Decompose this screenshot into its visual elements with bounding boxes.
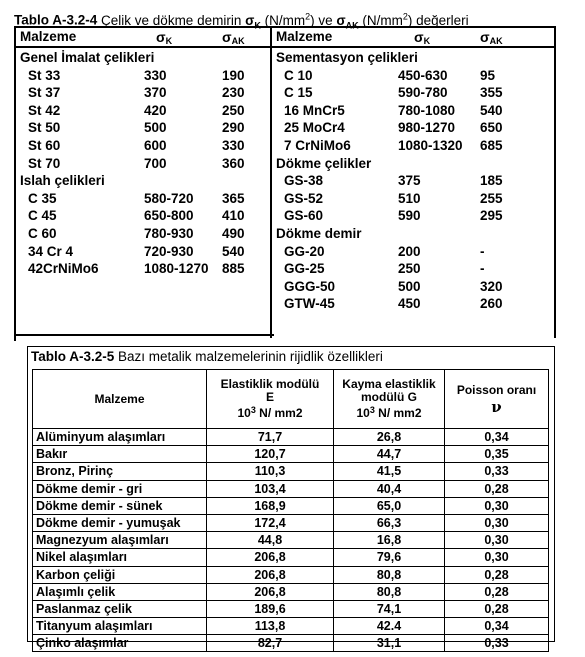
- elastic-modulus-cell: 189,6: [207, 600, 334, 617]
- shear-modulus-cell: 65,0: [334, 497, 445, 514]
- right-row-sigma-ak: 355: [480, 85, 503, 101]
- right-row-sigma-k: 980-1270: [398, 120, 456, 136]
- table2-header-row: [33, 370, 549, 429]
- table-row: [33, 566, 549, 583]
- table2-header-elastic-modulus: Elastiklik modülü E $10^3$ N/ mm2: [207, 370, 334, 429]
- elastic-modulus-cell: 206,8: [207, 566, 334, 583]
- table1-header-sigma-ak-right: $\sigma_{AK}$: [480, 29, 503, 46]
- right-row-material: GS-38: [284, 173, 324, 189]
- table2-caption-number: Tablo A-3.2-5: [31, 349, 115, 364]
- right-section-heading: Dökme çelikler: [276, 155, 372, 171]
- table2-body: [33, 429, 549, 652]
- left-section-heading: Genel İmalat çelikleri: [20, 50, 155, 65]
- left-row-sigma-k: 600: [144, 138, 167, 153]
- poisson-cell: 0,30: [445, 497, 549, 514]
- left-row-material: St 42: [28, 102, 61, 118]
- left-row-material: St 70: [28, 155, 61, 171]
- right-row-sigma-k: 200: [398, 243, 421, 259]
- elastic-modulus-cell: 206,8: [207, 583, 334, 600]
- poisson-cell: 0,30: [445, 514, 549, 531]
- table1-header-sigma-k-right: $\sigma_K$: [414, 29, 431, 46]
- left-row-material: C 60: [28, 226, 57, 241]
- material-cell: Alaşımlı çelik: [33, 583, 207, 600]
- left-row-sigma-k: 720-930: [144, 243, 194, 259]
- table1-caption: [14, 6, 556, 31]
- table-row: [33, 514, 549, 531]
- table-row: [33, 618, 549, 635]
- elastic-modulus-cell: 110,3: [207, 463, 334, 480]
- shear-modulus-cell: 40,4: [334, 480, 445, 497]
- table2-grid: [32, 369, 549, 652]
- right-row-sigma-k: 590-780: [398, 85, 448, 101]
- table-row: [33, 549, 549, 566]
- right-row-sigma-ak: 185: [480, 173, 503, 189]
- elastic-modulus-cell: 82,7: [207, 635, 334, 652]
- table2-caption: [31, 349, 383, 364]
- right-row-sigma-ak: 95: [480, 67, 496, 83]
- poisson-symbol: ν: [491, 398, 502, 416]
- table1-header-material-left: Malzeme: [20, 29, 77, 44]
- poisson-cell: 0,33: [445, 463, 549, 480]
- right-row-sigma-ak: -: [480, 243, 485, 259]
- right-row-sigma-ak: 260: [480, 296, 503, 312]
- table-row: [33, 463, 549, 480]
- right-row-material: 25 MoCr4: [284, 120, 345, 136]
- table1-frame: [14, 26, 556, 338]
- table1-header-sigma-k-left: $\sigma_K$: [156, 29, 173, 46]
- right-row-sigma-ak: 685: [480, 138, 503, 153]
- right-section-heading: Sementasyon çelikleri: [276, 50, 418, 65]
- poisson-cell: 0,30: [445, 549, 549, 566]
- left-row-sigma-ak: 490: [222, 226, 245, 241]
- left-row-material: St 50: [28, 120, 61, 136]
- right-row-sigma-k: 590: [398, 208, 421, 224]
- table-strength-values: [14, 6, 556, 338]
- left-row-sigma-ak: 360: [222, 155, 245, 171]
- table2-header-shear-modulus: Kayma elastiklik modülü G $10^3$ N/ mm2: [334, 370, 445, 429]
- right-row-sigma-ak: -: [480, 261, 485, 277]
- table1-bottom-rule: [16, 334, 274, 336]
- material-cell: Nikel alaşımları: [33, 549, 207, 566]
- right-row-sigma-k: 375: [398, 173, 421, 189]
- shear-modulus-cell: 42.4: [334, 618, 445, 635]
- right-row-sigma-k: 450: [398, 296, 421, 312]
- material-cell: Dökme demir - gri: [33, 480, 207, 497]
- right-row-material: GS-60: [284, 208, 324, 224]
- right-row-sigma-ak: 540: [480, 102, 503, 118]
- right-row-material: GGG-50: [284, 278, 336, 294]
- table2-header-poisson: Poisson oranı ν: [445, 370, 549, 429]
- right-row-material: C 15: [284, 85, 313, 101]
- right-row-material: GS-52: [284, 190, 324, 206]
- left-row-sigma-ak: 410: [222, 208, 245, 224]
- table-row: [33, 497, 549, 514]
- left-row-sigma-ak: 190: [222, 67, 245, 83]
- table-row: [33, 600, 549, 617]
- poisson-cell: 0,35: [445, 446, 549, 463]
- right-row-material: 16 MnCr5: [284, 102, 345, 118]
- left-row-sigma-ak: 290: [222, 120, 245, 136]
- left-row-sigma-ak: 365: [222, 190, 245, 206]
- left-row-sigma-k: 330: [144, 67, 167, 83]
- poisson-cell: 0,28: [445, 600, 549, 617]
- table-row: [33, 480, 549, 497]
- left-row-material: St 60: [28, 138, 61, 153]
- left-row-sigma-k: 1080-1270: [144, 261, 209, 277]
- poisson-cell: 0,34: [445, 429, 549, 446]
- left-row-sigma-k: 370: [144, 85, 167, 101]
- right-row-sigma-k: 1080-1320: [398, 138, 463, 153]
- left-row-sigma-ak: 885: [222, 261, 245, 277]
- table1-caption-text: Çelik ve dökme demirin $\sigma_K$ $(N/mm^2)$ ve $\sigma_{AK}$ $(N/mm^2)$ değerleri: [101, 11, 469, 31]
- right-row-sigma-k: 500: [398, 278, 421, 294]
- elastic-modulus-cell: 44,8: [207, 532, 334, 549]
- shear-modulus-cell: 26,8: [334, 429, 445, 446]
- left-row-sigma-k: 700: [144, 155, 167, 171]
- shear-modulus-cell: 79,6: [334, 549, 445, 566]
- shear-modulus-cell: 74,1: [334, 600, 445, 617]
- table1-header-material-right: Malzeme: [276, 29, 333, 44]
- left-row-material: 34 Cr 4: [28, 243, 74, 259]
- table-row: [33, 583, 549, 600]
- shear-modulus-cell: 66,3: [334, 514, 445, 531]
- left-row-sigma-ak: 330: [222, 138, 245, 153]
- right-row-sigma-ak: 295: [480, 208, 503, 224]
- right-row-sigma-k: 450-630: [398, 67, 448, 83]
- material-cell: Dökme demir - sünek: [33, 497, 207, 514]
- right-row-material: C 10: [284, 67, 313, 83]
- table1-header-sigma-ak-left: $\sigma_{AK}$: [222, 29, 245, 46]
- table-row: [33, 532, 549, 549]
- elastic-modulus-cell: 206,8: [207, 549, 334, 566]
- shear-modulus-cell: 80,8: [334, 566, 445, 583]
- left-row-sigma-ak: 540: [222, 243, 245, 259]
- right-row-sigma-k: 510: [398, 190, 421, 206]
- left-row-material: C 45: [28, 208, 57, 224]
- shear-modulus-cell: 44,7: [334, 446, 445, 463]
- material-cell: Magnezyum alaşımları: [33, 532, 207, 549]
- material-cell: Alüminyum alaşımları: [33, 429, 207, 446]
- material-cell: Paslanmaz çelik: [33, 600, 207, 617]
- table2-caption-text: Bazı metalik malzemelerinin rijidlik özellikleri: [118, 349, 383, 364]
- shear-modulus-cell: 16,8: [334, 532, 445, 549]
- left-row-sigma-k: 420: [144, 102, 167, 118]
- table1-header-rule: [14, 46, 556, 48]
- left-row-sigma-k: 650-800: [144, 208, 194, 224]
- left-row-sigma-k: 500: [144, 120, 167, 136]
- left-row-sigma-ak: 250: [222, 102, 245, 118]
- material-cell: Karbon çeliği: [33, 566, 207, 583]
- elastic-modulus-cell: 113,8: [207, 618, 334, 635]
- table-row: [33, 446, 549, 463]
- material-cell: Titanyum alaşımları: [33, 618, 207, 635]
- material-cell: Dökme demir - yumuşak: [33, 514, 207, 531]
- left-row-material: St 37: [28, 85, 61, 101]
- elastic-modulus-cell: 172,4: [207, 514, 334, 531]
- elastic-modulus-cell: 71,7: [207, 429, 334, 446]
- elastic-modulus-cell: 103,4: [207, 480, 334, 497]
- shear-modulus-cell: 80,8: [334, 583, 445, 600]
- right-row-sigma-ak: 650: [480, 120, 503, 136]
- material-cell: Çinko alaşımlar: [33, 635, 207, 652]
- poisson-cell: 0,28: [445, 583, 549, 600]
- table1-left-border: [14, 28, 16, 341]
- poisson-cell: 0,34: [445, 618, 549, 635]
- table-stiffness-properties: [27, 346, 555, 651]
- elastic-modulus-cell: 168,9: [207, 497, 334, 514]
- poisson-cell: 0,28: [445, 566, 549, 583]
- right-row-material: 7 CrNiMo6: [284, 138, 351, 153]
- material-cell: Bakır: [33, 446, 207, 463]
- table-row: [33, 635, 549, 652]
- right-row-sigma-k: 780-1080: [398, 102, 456, 118]
- right-row-material: GTW-45: [284, 296, 335, 312]
- poisson-cell: 0,28: [445, 480, 549, 497]
- left-row-material: St 33: [28, 67, 61, 83]
- poisson-cell: 0,30: [445, 532, 549, 549]
- right-row-sigma-ak: 255: [480, 190, 503, 206]
- table2-header-material: Malzeme: [33, 370, 207, 429]
- table-row: [33, 429, 549, 446]
- left-row-material: 42CrNiMo6: [28, 261, 99, 277]
- table1-caption-number: Tablo A-3.2-4: [14, 12, 98, 28]
- material-cell: Bronz, Pirinç: [33, 463, 207, 480]
- left-row-sigma-k: 780-930: [144, 226, 194, 241]
- left-row-material: C 35: [28, 190, 57, 206]
- elastic-modulus-cell: 120,7: [207, 446, 334, 463]
- right-row-sigma-k: 250: [398, 261, 421, 277]
- table1-column-divider: [270, 28, 272, 338]
- shear-modulus-cell: 41,5: [334, 463, 445, 480]
- left-row-sigma-ak: 230: [222, 85, 245, 101]
- left-row-sigma-k: 580-720: [144, 190, 194, 206]
- right-section-heading: Dökme demir: [276, 226, 362, 241]
- right-row-material: GG-25: [284, 261, 325, 277]
- right-row-sigma-ak: 320: [480, 278, 503, 294]
- shear-modulus-cell: 31,1: [334, 635, 445, 652]
- poisson-cell: 0,33: [445, 635, 549, 652]
- left-section-heading: Islah çelikleri: [20, 173, 105, 189]
- right-row-material: GG-20: [284, 243, 325, 259]
